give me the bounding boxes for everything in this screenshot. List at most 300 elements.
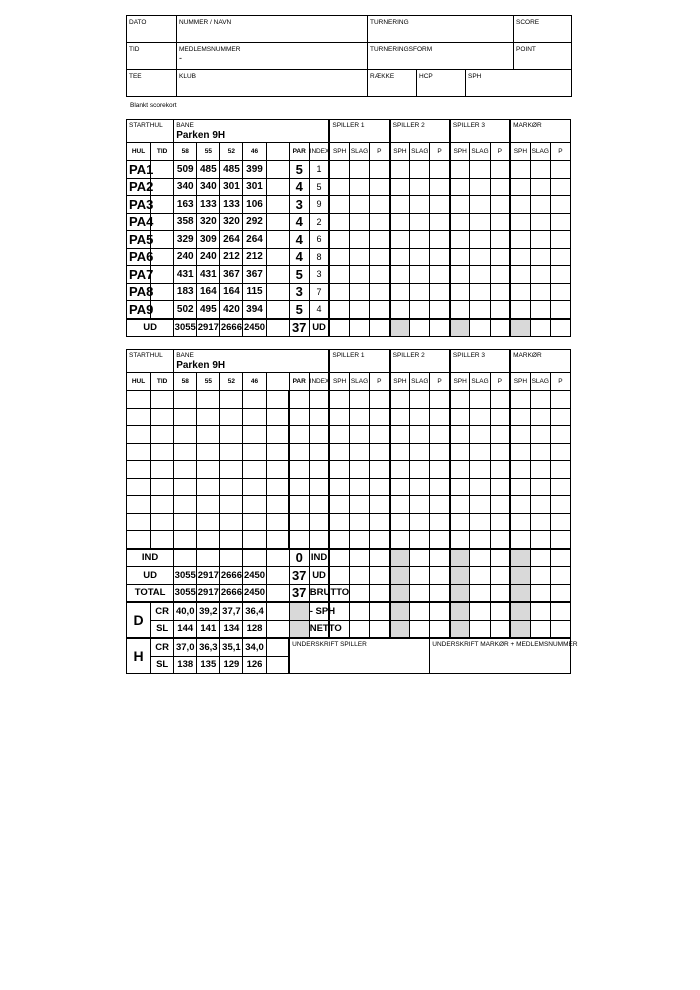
p3-p-cell[interactable] bbox=[490, 178, 510, 196]
score-field[interactable] bbox=[514, 16, 572, 43]
p2-p-cell[interactable] bbox=[430, 391, 450, 409]
m-sph-ind[interactable] bbox=[510, 549, 530, 567]
p3-slag-cell[interactable] bbox=[470, 161, 490, 179]
hole-length-cell[interactable] bbox=[243, 391, 266, 409]
m-p-cell[interactable] bbox=[550, 161, 570, 179]
p2-p-ind[interactable] bbox=[430, 549, 450, 567]
m-slag-ud[interactable] bbox=[530, 567, 550, 585]
hole-length-cell[interactable] bbox=[243, 408, 266, 426]
p1-p-cell[interactable] bbox=[370, 231, 390, 249]
p3-sph-cell[interactable] bbox=[450, 531, 470, 549]
m-sph-netto[interactable] bbox=[510, 620, 530, 638]
m-p-cell[interactable] bbox=[550, 513, 570, 531]
hole-length-cell[interactable] bbox=[174, 531, 197, 549]
p2-sph-brutto[interactable] bbox=[390, 584, 410, 602]
p3-p-cell[interactable] bbox=[490, 161, 510, 179]
p2-p-cell[interactable] bbox=[430, 301, 450, 319]
hole-length-cell[interactable] bbox=[197, 513, 220, 531]
p2-p-cell[interactable] bbox=[430, 266, 450, 284]
hole-length-cell[interactable] bbox=[243, 461, 266, 479]
m-sph-cell[interactable] bbox=[510, 266, 530, 284]
m-p-cell[interactable] bbox=[550, 301, 570, 319]
p3-p-cell[interactable] bbox=[490, 248, 510, 266]
p1-slag-cell[interactable] bbox=[349, 231, 369, 249]
p1-slag-cell[interactable] bbox=[349, 248, 369, 266]
p3-sph-cell[interactable] bbox=[450, 478, 470, 496]
p1-slag-cell[interactable] bbox=[349, 426, 369, 444]
hole-length-cell[interactable] bbox=[266, 513, 289, 531]
p3-p-cell[interactable] bbox=[490, 213, 510, 231]
p3-slag-cell[interactable] bbox=[470, 266, 490, 284]
hole-number-cell[interactable] bbox=[127, 408, 151, 426]
hole-length-cell[interactable] bbox=[266, 496, 289, 514]
tournament-field[interactable] bbox=[368, 16, 514, 43]
p2-sph-cell[interactable] bbox=[390, 408, 410, 426]
m-sph-cell[interactable] bbox=[510, 178, 530, 196]
m-p-ud[interactable] bbox=[550, 567, 570, 585]
m-p-cell[interactable] bbox=[550, 461, 570, 479]
hole-par-cell[interactable] bbox=[289, 408, 309, 426]
p1-slag-cell[interactable] bbox=[349, 391, 369, 409]
m-p-cell[interactable] bbox=[550, 266, 570, 284]
p1-slag-cell[interactable] bbox=[349, 196, 369, 214]
p1-slag-cell[interactable] bbox=[349, 301, 369, 319]
p1-p-cell[interactable] bbox=[370, 513, 390, 531]
m-slag-cell[interactable] bbox=[530, 178, 550, 196]
p3-slag-cell[interactable] bbox=[470, 283, 490, 301]
m-sph-cell[interactable] bbox=[510, 301, 530, 319]
m-slag-cell[interactable] bbox=[530, 266, 550, 284]
p2-slag-cell[interactable] bbox=[410, 248, 430, 266]
p1-sph-cell[interactable] bbox=[329, 478, 349, 496]
p2-p-cell[interactable] bbox=[430, 496, 450, 514]
p1-p-ud[interactable] bbox=[370, 319, 390, 337]
p1-p-cell[interactable] bbox=[370, 478, 390, 496]
hole-length-cell[interactable] bbox=[197, 496, 220, 514]
tee-field[interactable] bbox=[127, 70, 177, 97]
hole-length-cell[interactable] bbox=[266, 408, 289, 426]
p3-p-cell[interactable] bbox=[490, 301, 510, 319]
p3-p-cell[interactable] bbox=[490, 231, 510, 249]
marker-signature-field[interactable] bbox=[430, 638, 578, 674]
hole-index-cell[interactable] bbox=[309, 426, 329, 444]
p1-p-cell[interactable] bbox=[370, 496, 390, 514]
hole-length-cell[interactable] bbox=[243, 443, 266, 461]
m-sph-cell[interactable] bbox=[510, 496, 530, 514]
p3-slag-cell[interactable] bbox=[470, 426, 490, 444]
p1-p-cell[interactable] bbox=[370, 426, 390, 444]
m-sph-cell[interactable] bbox=[510, 443, 530, 461]
row-field[interactable] bbox=[368, 70, 417, 97]
hole-length-cell[interactable] bbox=[220, 513, 243, 531]
hole-length-cell[interactable] bbox=[174, 391, 197, 409]
p1-sph-cell[interactable] bbox=[329, 531, 349, 549]
p1-slag-minus[interactable] bbox=[349, 602, 369, 620]
p2-slag-cell[interactable] bbox=[410, 283, 430, 301]
tee-time-cell[interactable] bbox=[151, 461, 174, 479]
tee-time-cell[interactable] bbox=[151, 443, 174, 461]
p2-sph-cell[interactable] bbox=[390, 231, 410, 249]
tee-time-cell[interactable] bbox=[151, 478, 174, 496]
p3-p-cell[interactable] bbox=[490, 461, 510, 479]
m-slag-brutto[interactable] bbox=[530, 584, 550, 602]
p2-sph-cell[interactable] bbox=[390, 496, 410, 514]
p1-p-cell[interactable] bbox=[370, 178, 390, 196]
p1-slag-cell[interactable] bbox=[349, 283, 369, 301]
p1-sph-cell[interactable] bbox=[329, 196, 349, 214]
p3-p-brutto[interactable] bbox=[490, 584, 510, 602]
tee-time-cell[interactable] bbox=[151, 531, 174, 549]
m-slag-cell[interactable] bbox=[530, 283, 550, 301]
player-signature-field[interactable] bbox=[289, 638, 430, 674]
p1-sph-cell[interactable] bbox=[329, 496, 349, 514]
p1-p-cell[interactable] bbox=[370, 301, 390, 319]
p3-sph-cell[interactable] bbox=[450, 443, 470, 461]
p2-p-cell[interactable] bbox=[430, 248, 450, 266]
p3-p-cell[interactable] bbox=[490, 478, 510, 496]
p3-sph-brutto[interactable] bbox=[450, 584, 470, 602]
m-slag-cell[interactable] bbox=[530, 231, 550, 249]
m-p-minus[interactable] bbox=[550, 602, 570, 620]
p3-sph-cell[interactable] bbox=[450, 196, 470, 214]
p3-p-minus[interactable] bbox=[490, 602, 510, 620]
p2-p-cell[interactable] bbox=[430, 426, 450, 444]
m-slag-cell[interactable] bbox=[530, 531, 550, 549]
p1-p-cell[interactable] bbox=[370, 283, 390, 301]
p2-slag-cell[interactable] bbox=[410, 266, 430, 284]
p3-sph-cell[interactable] bbox=[450, 391, 470, 409]
p2-p-cell[interactable] bbox=[430, 161, 450, 179]
p3-sph-cell[interactable] bbox=[450, 248, 470, 266]
tee-time-cell[interactable] bbox=[151, 408, 174, 426]
p2-slag-brutto[interactable] bbox=[410, 584, 430, 602]
p3-p-cell[interactable] bbox=[490, 496, 510, 514]
p3-slag-brutto[interactable] bbox=[470, 584, 490, 602]
p3-p-ud[interactable] bbox=[490, 567, 510, 585]
p2-slag-cell[interactable] bbox=[410, 461, 430, 479]
hole-number-cell[interactable] bbox=[127, 531, 151, 549]
tee-time-cell[interactable] bbox=[151, 496, 174, 514]
m-slag-cell[interactable] bbox=[530, 196, 550, 214]
hole-length-cell[interactable] bbox=[174, 443, 197, 461]
p3-p-cell[interactable] bbox=[490, 196, 510, 214]
p1-sph-ud[interactable] bbox=[329, 567, 349, 585]
p1-p-cell[interactable] bbox=[370, 531, 390, 549]
m-slag-cell[interactable] bbox=[530, 301, 550, 319]
m-p-cell[interactable] bbox=[550, 391, 570, 409]
p2-slag-cell[interactable] bbox=[410, 408, 430, 426]
m-p-cell[interactable] bbox=[550, 531, 570, 549]
hole-length-cell[interactable] bbox=[266, 461, 289, 479]
p2-sph-cell[interactable] bbox=[390, 391, 410, 409]
p2-p-ud[interactable] bbox=[430, 319, 450, 337]
m-slag-cell[interactable] bbox=[530, 161, 550, 179]
p1-slag-cell[interactable] bbox=[349, 161, 369, 179]
hole-number-cell[interactable] bbox=[127, 391, 151, 409]
tee-time-cell[interactable] bbox=[151, 178, 174, 196]
p1-slag-ind[interactable] bbox=[349, 549, 369, 567]
m-sph-cell[interactable] bbox=[510, 478, 530, 496]
hole-index-cell[interactable] bbox=[309, 531, 329, 549]
p1-sph-cell[interactable] bbox=[329, 426, 349, 444]
p2-slag-cell[interactable] bbox=[410, 178, 430, 196]
p1-slag-ud[interactable] bbox=[349, 319, 369, 337]
tee-time-cell[interactable] bbox=[151, 426, 174, 444]
m-p-cell[interactable] bbox=[550, 443, 570, 461]
p2-p-cell[interactable] bbox=[430, 283, 450, 301]
hole-length-cell[interactable] bbox=[197, 478, 220, 496]
p2-sph-cell[interactable] bbox=[390, 531, 410, 549]
m-p-cell[interactable] bbox=[550, 231, 570, 249]
m-sph-ud[interactable] bbox=[510, 567, 530, 585]
p2-sph-ud[interactable] bbox=[390, 319, 410, 337]
hole-number-cell[interactable] bbox=[127, 478, 151, 496]
m-p-cell[interactable] bbox=[550, 196, 570, 214]
m-slag-cell[interactable] bbox=[530, 213, 550, 231]
m-p-cell[interactable] bbox=[550, 248, 570, 266]
m-slag-cell[interactable] bbox=[530, 461, 550, 479]
p2-p-cell[interactable] bbox=[430, 408, 450, 426]
p2-slag-ud[interactable] bbox=[410, 319, 430, 337]
p1-p-cell[interactable] bbox=[370, 266, 390, 284]
hole-number-cell[interactable] bbox=[127, 496, 151, 514]
hole-length-cell[interactable] bbox=[266, 426, 289, 444]
hole-length-cell[interactable] bbox=[197, 443, 220, 461]
p1-sph-cell[interactable] bbox=[329, 408, 349, 426]
m-sph-brutto[interactable] bbox=[510, 584, 530, 602]
p3-sph-cell[interactable] bbox=[450, 231, 470, 249]
m-sph-cell[interactable] bbox=[510, 513, 530, 531]
p1-p-minus[interactable] bbox=[370, 602, 390, 620]
p3-sph-cell[interactable] bbox=[450, 301, 470, 319]
p1-p-ind[interactable] bbox=[370, 549, 390, 567]
m-slag-netto[interactable] bbox=[530, 620, 550, 638]
p3-slag-ud[interactable] bbox=[470, 319, 490, 337]
m-sph-cell[interactable] bbox=[510, 231, 530, 249]
time-field[interactable] bbox=[127, 43, 177, 70]
p3-slag-cell[interactable] bbox=[470, 196, 490, 214]
p1-slag-ud[interactable] bbox=[349, 567, 369, 585]
p1-sph-cell[interactable] bbox=[329, 283, 349, 301]
m-p-ud[interactable] bbox=[550, 319, 570, 337]
hole-length-cell[interactable] bbox=[220, 426, 243, 444]
m-sph-cell[interactable] bbox=[510, 426, 530, 444]
p3-sph-cell[interactable] bbox=[450, 496, 470, 514]
hole-length-cell[interactable] bbox=[197, 391, 220, 409]
p3-sph-ud[interactable] bbox=[450, 319, 470, 337]
p3-slag-cell[interactable] bbox=[470, 301, 490, 319]
p3-slag-cell[interactable] bbox=[470, 531, 490, 549]
p3-p-cell[interactable] bbox=[490, 283, 510, 301]
p1-slag-cell[interactable] bbox=[349, 531, 369, 549]
p1-sph-cell[interactable] bbox=[329, 178, 349, 196]
p2-p-minus[interactable] bbox=[430, 602, 450, 620]
hole-par-cell[interactable] bbox=[289, 513, 309, 531]
p3-p-cell[interactable] bbox=[490, 426, 510, 444]
p2-p-cell[interactable] bbox=[430, 178, 450, 196]
p1-sph-cell[interactable] bbox=[329, 266, 349, 284]
p1-slag-cell[interactable] bbox=[349, 408, 369, 426]
hole-index-cell[interactable] bbox=[309, 408, 329, 426]
hole-index-cell[interactable] bbox=[309, 461, 329, 479]
p3-p-cell[interactable] bbox=[490, 391, 510, 409]
p2-slag-ind[interactable] bbox=[410, 549, 430, 567]
p3-sph-netto[interactable] bbox=[450, 620, 470, 638]
p1-p-cell[interactable] bbox=[370, 408, 390, 426]
p2-slag-cell[interactable] bbox=[410, 231, 430, 249]
m-sph-cell[interactable] bbox=[510, 391, 530, 409]
p1-slag-cell[interactable] bbox=[349, 178, 369, 196]
p3-sph-cell[interactable] bbox=[450, 266, 470, 284]
p1-p-cell[interactable] bbox=[370, 213, 390, 231]
hole-length-cell[interactable] bbox=[266, 391, 289, 409]
hole-length-cell[interactable] bbox=[174, 513, 197, 531]
m-p-cell[interactable] bbox=[550, 213, 570, 231]
p2-slag-cell[interactable] bbox=[410, 213, 430, 231]
p1-sph-ud[interactable] bbox=[329, 319, 349, 337]
tee-time-cell[interactable] bbox=[151, 391, 174, 409]
hole-index-cell[interactable] bbox=[309, 513, 329, 531]
p3-sph-ind[interactable] bbox=[450, 549, 470, 567]
p3-slag-cell[interactable] bbox=[470, 408, 490, 426]
m-sph-cell[interactable] bbox=[510, 248, 530, 266]
p2-slag-cell[interactable] bbox=[410, 531, 430, 549]
p3-slag-cell[interactable] bbox=[470, 231, 490, 249]
hole-par-cell[interactable] bbox=[289, 478, 309, 496]
p2-slag-cell[interactable] bbox=[410, 478, 430, 496]
p2-p-cell[interactable] bbox=[430, 196, 450, 214]
p2-p-cell[interactable] bbox=[430, 478, 450, 496]
p1-p-netto[interactable] bbox=[370, 620, 390, 638]
m-p-cell[interactable] bbox=[550, 426, 570, 444]
hole-number-cell[interactable] bbox=[127, 426, 151, 444]
hole-length-cell[interactable] bbox=[174, 496, 197, 514]
p3-p-cell[interactable] bbox=[490, 531, 510, 549]
m-p-brutto[interactable] bbox=[550, 584, 570, 602]
hole-number-cell[interactable] bbox=[127, 461, 151, 479]
p3-sph-ud[interactable] bbox=[450, 567, 470, 585]
p3-slag-cell[interactable] bbox=[470, 461, 490, 479]
p1-slag-cell[interactable] bbox=[349, 461, 369, 479]
m-p-netto[interactable] bbox=[550, 620, 570, 638]
tee-time-cell[interactable] bbox=[151, 213, 174, 231]
p1-sph-cell[interactable] bbox=[329, 391, 349, 409]
tournament-form-field[interactable] bbox=[368, 43, 514, 70]
hole-length-cell[interactable] bbox=[220, 531, 243, 549]
p2-sph-ud[interactable] bbox=[390, 567, 410, 585]
p2-sph-cell[interactable] bbox=[390, 196, 410, 214]
p3-slag-cell[interactable] bbox=[470, 443, 490, 461]
p3-slag-ind[interactable] bbox=[470, 549, 490, 567]
m-p-cell[interactable] bbox=[550, 283, 570, 301]
hole-length-cell[interactable] bbox=[197, 408, 220, 426]
p2-slag-netto[interactable] bbox=[410, 620, 430, 638]
p2-p-cell[interactable] bbox=[430, 443, 450, 461]
p1-slag-cell[interactable] bbox=[349, 443, 369, 461]
m-slag-cell[interactable] bbox=[530, 408, 550, 426]
p2-sph-cell[interactable] bbox=[390, 161, 410, 179]
p1-p-cell[interactable] bbox=[370, 391, 390, 409]
p3-sph-cell[interactable] bbox=[450, 213, 470, 231]
p1-sph-cell[interactable] bbox=[329, 461, 349, 479]
p3-slag-netto[interactable] bbox=[470, 620, 490, 638]
p2-sph-cell[interactable] bbox=[390, 513, 410, 531]
m-sph-cell[interactable] bbox=[510, 213, 530, 231]
hole-length-cell[interactable] bbox=[266, 531, 289, 549]
m-slag-cell[interactable] bbox=[530, 478, 550, 496]
m-p-cell[interactable] bbox=[550, 478, 570, 496]
p3-slag-cell[interactable] bbox=[470, 478, 490, 496]
hcp-field[interactable] bbox=[417, 70, 466, 97]
p1-p-ud[interactable] bbox=[370, 567, 390, 585]
p3-slag-cell[interactable] bbox=[470, 496, 490, 514]
p2-slag-cell[interactable] bbox=[410, 496, 430, 514]
p2-sph-netto[interactable] bbox=[390, 620, 410, 638]
p3-p-ind[interactable] bbox=[490, 549, 510, 567]
sph-field[interactable] bbox=[466, 70, 572, 97]
m-sph-ud[interactable] bbox=[510, 319, 530, 337]
p1-p-cell[interactable] bbox=[370, 248, 390, 266]
hole-index-cell[interactable] bbox=[309, 478, 329, 496]
hole-length-cell[interactable] bbox=[266, 478, 289, 496]
m-slag-minus[interactable] bbox=[530, 602, 550, 620]
p2-sph-cell[interactable] bbox=[390, 443, 410, 461]
p2-sph-cell[interactable] bbox=[390, 178, 410, 196]
p3-sph-cell[interactable] bbox=[450, 426, 470, 444]
p1-sph-cell[interactable] bbox=[329, 161, 349, 179]
p3-p-cell[interactable] bbox=[490, 408, 510, 426]
p2-slag-cell[interactable] bbox=[410, 443, 430, 461]
m-p-cell[interactable] bbox=[550, 178, 570, 196]
p2-p-cell[interactable] bbox=[430, 513, 450, 531]
p2-slag-cell[interactable] bbox=[410, 196, 430, 214]
p2-sph-cell[interactable] bbox=[390, 478, 410, 496]
p2-sph-cell[interactable] bbox=[390, 301, 410, 319]
p1-p-brutto[interactable] bbox=[370, 584, 390, 602]
p2-sph-cell[interactable] bbox=[390, 266, 410, 284]
p2-sph-ind[interactable] bbox=[390, 549, 410, 567]
p1-slag-cell[interactable] bbox=[349, 513, 369, 531]
m-slag-cell[interactable] bbox=[530, 496, 550, 514]
m-p-cell[interactable] bbox=[550, 496, 570, 514]
p3-slag-minus[interactable] bbox=[470, 602, 490, 620]
hole-number-cell[interactable] bbox=[127, 513, 151, 531]
p1-p-cell[interactable] bbox=[370, 443, 390, 461]
p1-sph-cell[interactable] bbox=[329, 231, 349, 249]
tee-time-cell[interactable] bbox=[151, 248, 174, 266]
hole-length-cell[interactable] bbox=[220, 408, 243, 426]
m-slag-cell[interactable] bbox=[530, 443, 550, 461]
hole-length-cell[interactable] bbox=[220, 496, 243, 514]
date-field[interactable] bbox=[127, 16, 177, 43]
p3-p-cell[interactable] bbox=[490, 266, 510, 284]
hole-length-cell[interactable] bbox=[266, 443, 289, 461]
member-number-field[interactable] bbox=[177, 43, 368, 70]
hole-length-cell[interactable] bbox=[243, 478, 266, 496]
p3-slag-cell[interactable] bbox=[470, 248, 490, 266]
p2-p-cell[interactable] bbox=[430, 531, 450, 549]
hole-par-cell[interactable] bbox=[289, 461, 309, 479]
p2-slag-cell[interactable] bbox=[410, 391, 430, 409]
m-slag-cell[interactable] bbox=[530, 513, 550, 531]
p1-sph-ind[interactable] bbox=[329, 549, 349, 567]
p2-p-brutto[interactable] bbox=[430, 584, 450, 602]
p3-slag-cell[interactable] bbox=[470, 178, 490, 196]
m-sph-cell[interactable] bbox=[510, 408, 530, 426]
m-sph-minus[interactable] bbox=[510, 602, 530, 620]
p3-slag-ud[interactable] bbox=[470, 567, 490, 585]
p1-slag-cell[interactable] bbox=[349, 213, 369, 231]
